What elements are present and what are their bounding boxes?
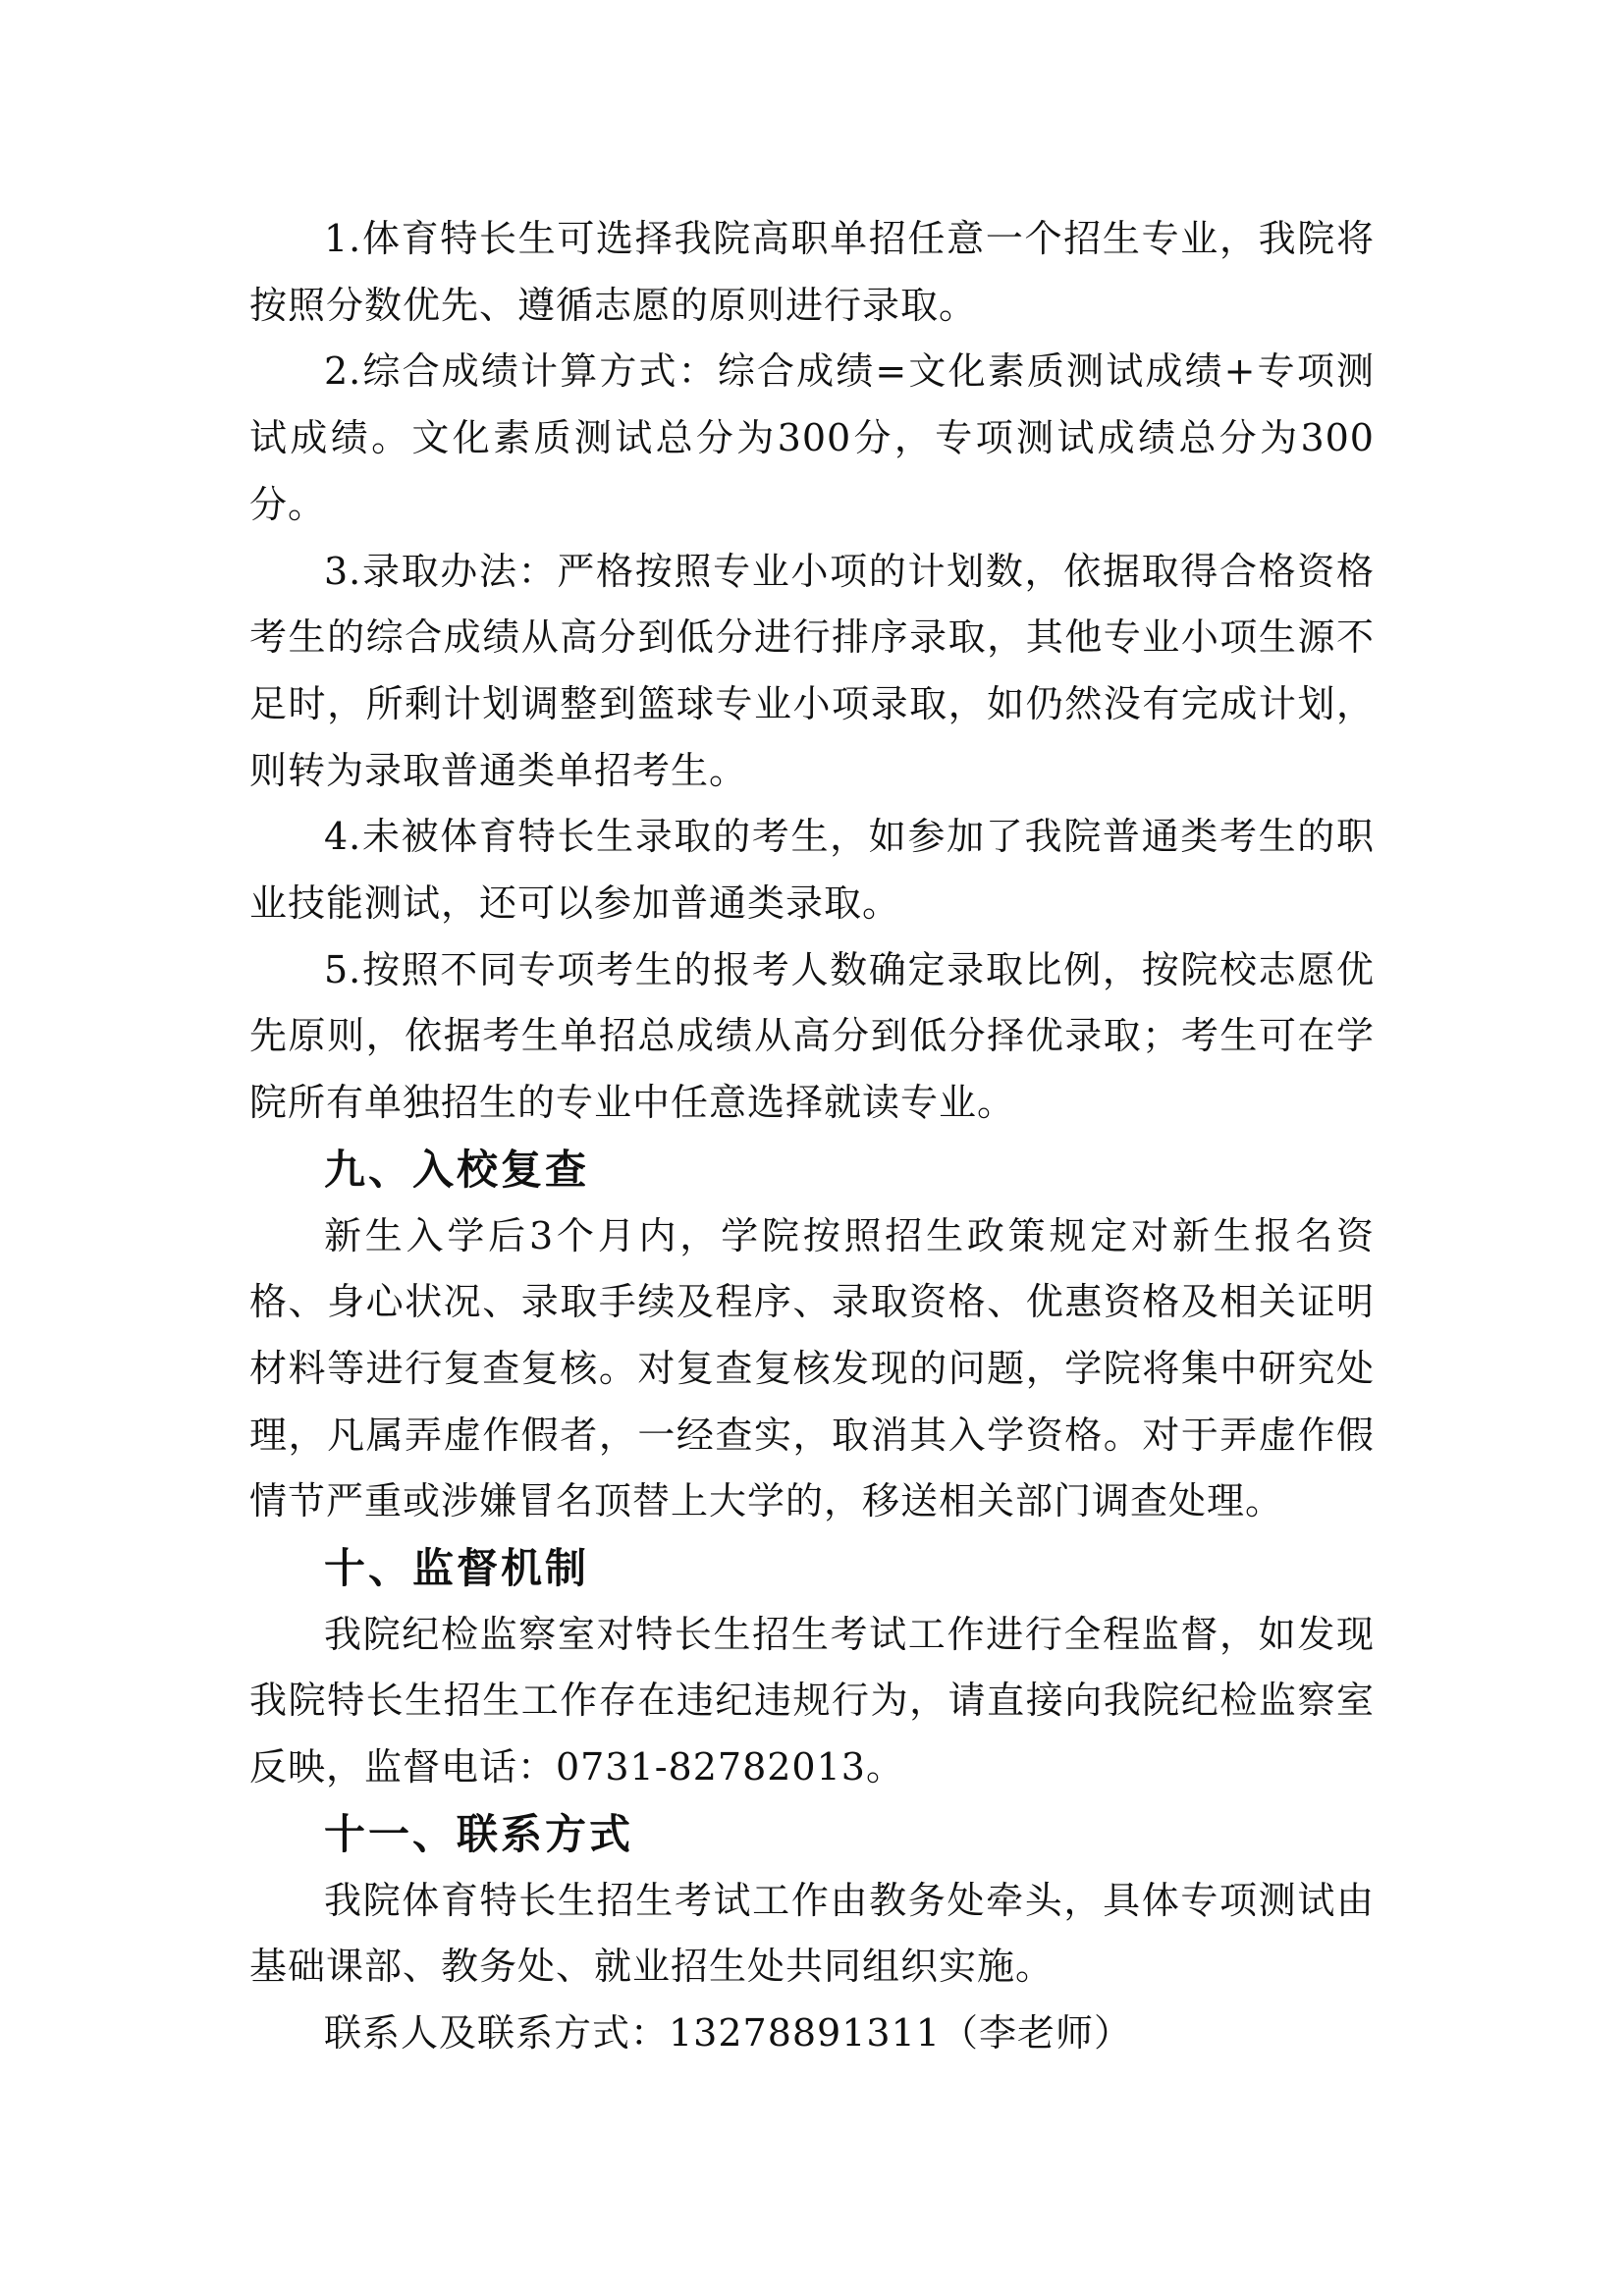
paragraph-recheck: 新生入学后3个月内，学院按照招生政策规定对新生报名资格、身心状况、录取手续及程序、录取资格、优惠资格及相关证明材料等进行复查复核。对复查复核发现的问题，学院将集中研究处理，凡属弄虚作假者，一经查实，取消其入学资格。对于弄虚作假情节严重或涉嫌冒名顶替上大学的，移送相关部门调查处理。 bbox=[249, 1213, 1375, 1523]
paragraph-supervision: 我院纪检监察室对特长生招生考试工作进行全程监督，如发现我院特长生招生工作存在违纪违规行为，请直接向我院纪检监察室反映，监督电话：0731-82782013。 bbox=[249, 1612, 1375, 1789]
paragraph-organization: 我院体育特长生招生考试工作由教务处牵头，具体专项测试由基础课部、教务处、就业招生处共同组织实施。 bbox=[249, 1878, 1375, 1989]
document-body bbox=[249, 206, 1375, 2067]
section-heading-contact: 十一、联系方式 bbox=[324, 1809, 634, 1858]
paragraph-admission-rule-2: 2.综合成绩计算方式：综合成绩=文化素质测试成绩+专项测试成绩。文化素质测试总分为300分，专项测试成绩总分为300分。 bbox=[249, 349, 1375, 526]
paragraph-admission-rule-4: 4.未被体育特长生录取的考生，如参加了我院普通类考生的职业技能测试，还可以参加普通类录取。 bbox=[249, 815, 1375, 926]
paragraph-admission-rule-1: 1.体育特长生可选择我院高职单招任意一个招生专业，我院将按照分数优先、遵循志愿的原则进行录取。 bbox=[249, 217, 1375, 327]
section-heading-recheck: 九、入校复查 bbox=[324, 1145, 590, 1194]
paragraph-admission-rule-3: 3.录取办法：严格按照专业小项的计划数，依据取得合格资格考生的综合成绩从高分到低分进行排序录取，其他专业小项生源不足时，所剩计划调整到篮球专业小项录取，如仍然没有完成计划，则转为录取普通类单招考生。 bbox=[249, 549, 1375, 792]
paragraph-contact-person: 联系人及联系方式：13278891311（李老师） bbox=[324, 2010, 1132, 2055]
paragraph-admission-rule-5: 5.按照不同专项考生的报考人数确定录取比例，按院校志愿优先原则，依据考生单招总成绩从高分到低分择优录取；考生可在学院所有单独招生的专业中任意选择就读专业。 bbox=[249, 947, 1375, 1125]
section-heading-supervision: 十、监督机制 bbox=[324, 1544, 590, 1593]
